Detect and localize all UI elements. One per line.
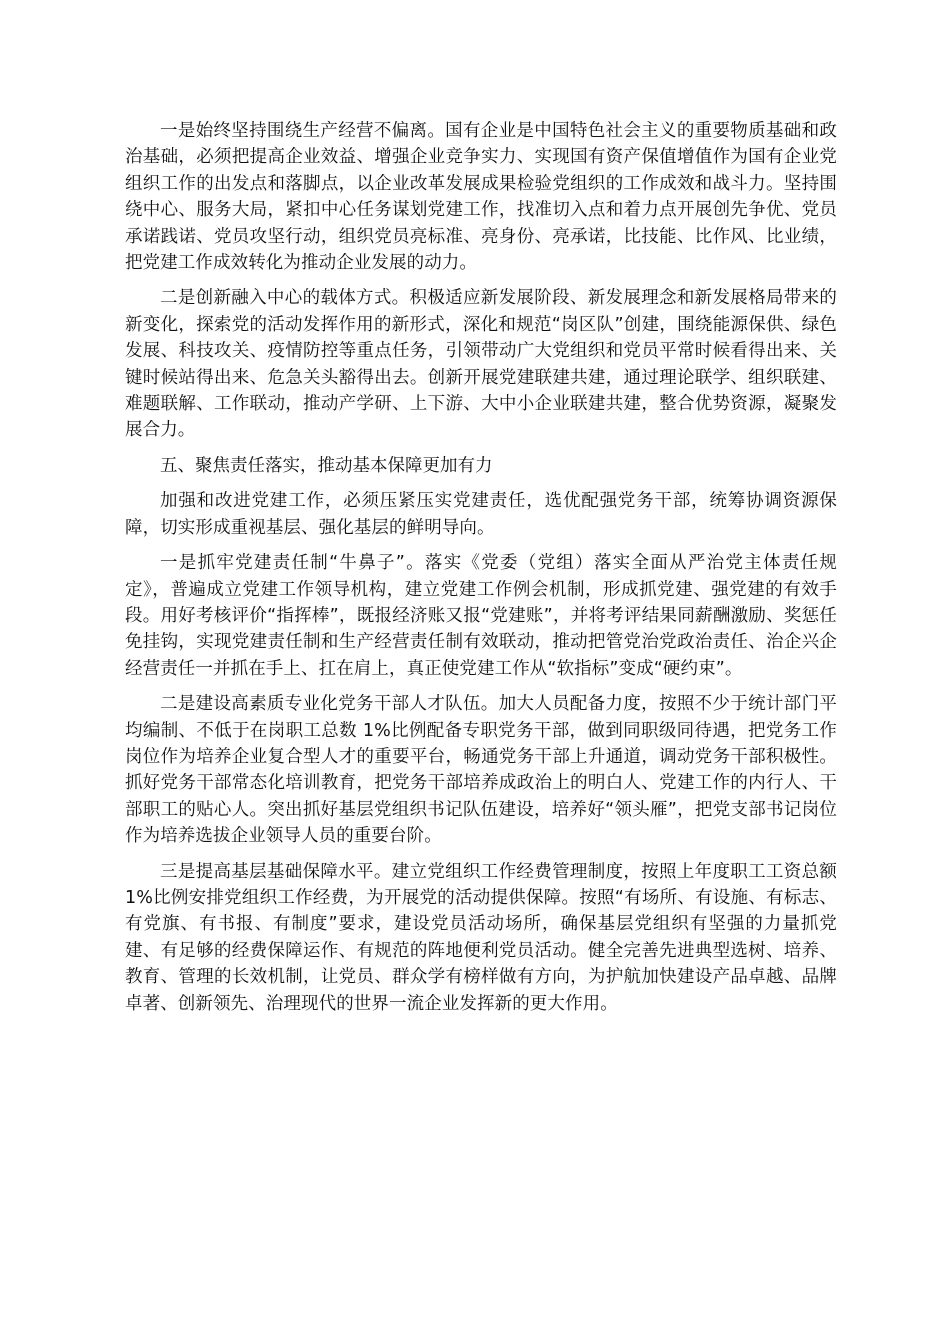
paragraph-innovation: 二是创新融入中心的载体方式。积极适应新发展阶段、新发展理念和新发展格局带来的新变化，探索党的活动发挥作用的新形式，深化和规范“岗区队”创建，围绕能源保供、绿色发展、科技攻关、疫情防控等重点任务，引领带动广大党组织和党员平常时候看得出来、关键时候站得出来、危急关头豁得出去。创新开展党建联建共建，通过理论联学、组织联建、难题联解、工作联动，推动产学研、上下游、大中小企业联建共建，整合优势资源，凝聚发展合力。 — [125, 288, 837, 441]
document-page — [125, 118, 837, 1026]
section-heading-five: 五、聚焦责任落实，推动基本保障更加有力 — [160, 455, 493, 476]
paragraph-operations: 一是始终坚持围绕生产经营不偏离。国有企业是中国特色社会主义的重要物质基础和政治基础，必须把提高企业效益、增强企业竞争实力、实现国有资产保值增值作为国有企业党组织工作的出发点和落脚点，以企业改革发展成果检验党组织的工作成效和战斗力。坚持围绕中心、服务大局，紧扣中心任务谋划党建工作，找准切入点和着力点开展创先争优、党员承诺践诺、党员攻坚行动，组织党员亮标准、亮身份、亮承诺，比技能、比作风、比业绩，把党建工作成效转化为推动企业发展的动力。 — [125, 121, 837, 274]
paragraph-grassroots-support: 三是提高基层基础保障水平。建立党组织工作经费管理制度，按照上年度职工工资总额 1%比例安排党组织工作经费，为开展党的活动提供保障。按照“有场所、有设施、有标志、有党旗、有书报、有制度”要求，建设党员活动场所，确保基层党组织有坚强的力量抓党建、有足够的经费保障运作、有规范的阵地便利党员活动。健全完善先进典型选树、培养、教育、管理的长效机制，让党员、群众学有榜样做有方向，为护航加快建设产品卓越、品牌卓著、创新领先、治理现代的世界一流企业发挥新的更大作用。 — [125, 861, 837, 1014]
paragraph-cadre-team: 二是建设高素质专业化党务干部人才队伍。加大人员配备力度，按照不少于统计部门平均编制、不低于在岗职工总数 1%比例配备专职党务干部，做到同职级同待遇，把党务工作岗位作为培养企业复合型人才的重要平台，畅通党务干部上升通道，调动党务干部积极性。抓好党务干部常态化培训教育，把党务干部培养成政治上的明白人、党建工作的内行人、干部职工的贴心人。突出抓好基层党组织书记队伍建设，培养好“领头雁”，把党支部书记岗位作为培养选拔企业领导人员的重要台阶。 — [125, 694, 837, 847]
paragraph-section-intro: 加强和改进党建工作，必须压紧压实党建责任，选优配强党务干部，统筹协调资源保障，切实形成重视基层、强化基层的鲜明导向。 — [125, 491, 837, 538]
paragraph-responsibility: 一是抓牢党建责任制“牛鼻子”。落实《党委（党组）落实全面从严治党主体责任规定》，普遍成立党建工作领导机构，建立党建工作例会机制，形成抓党建、强党建的有效手段。用好考核评价“指挥棒”，既报经济账又报“党建账”，并将考评结果同薪酬激励、奖惩任免挂钩，实现党建责任制和生产经营责任制有效联动，推动把管党治党政治责任、治企兴企经营责任一并抓在手上、扛在肩上，真正使党建工作从“软指标”变成“硬约束”。 — [125, 553, 837, 679]
